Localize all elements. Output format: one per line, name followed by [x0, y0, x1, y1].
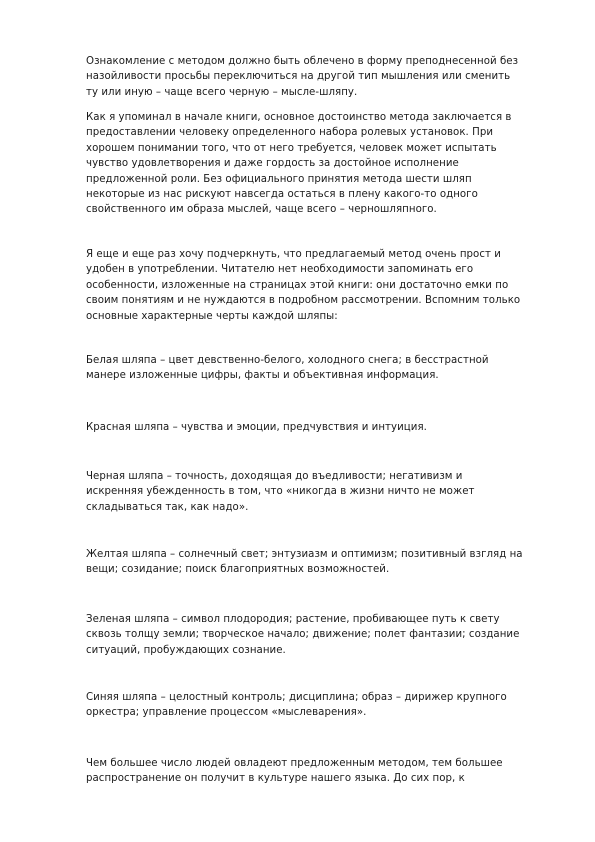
text-line: чувство удовлетворения и даже гордость за достойное исполнение: [86, 158, 459, 170]
text-line: Желтая шляпа – солнечный свет; энтузиазм и оптимизм; позитивный взгляд на: [86, 549, 523, 560]
text-line: оркестра; управление процессом «мыслеварения».: [86, 707, 367, 719]
text-line: Белая шляпа – цвет девственно-белого, холодного снега; в бесстрастной: [86, 355, 489, 366]
text-line: назойливости просьбы переключиться на другой тип мышления или сменить: [86, 71, 511, 83]
text-line: хорошем понимании того, что от него требуется, человек может испытать: [86, 142, 497, 154]
text-line: своим понятиям и не нуждаются в подробном рассмотрении. Вспомним только: [86, 295, 521, 307]
text-line: вещи; созидание; поиск благоприятных возможностей.: [86, 564, 390, 576]
text-line: искренняя убежденность в том, что «никогда в жизни ничто не может: [86, 486, 475, 498]
paragraph-simplicity: [86, 247, 556, 324]
text-line: Как я упоминал в начале книги, основное достоинство метода заключается в: [86, 112, 512, 123]
text-line: распространение он получит в культуре нашего языка. До сих пор, к: [86, 773, 465, 785]
text-line: ту или иную – чаще всего черную – мысле-шляпу.: [86, 86, 358, 98]
paragraph-yellow-hat: [86, 547, 556, 578]
paragraph-method-merit: [86, 110, 556, 218]
text-line: Зеленая шляпа – символ плодородия; растение, пробивающее путь к свету: [86, 614, 500, 625]
paragraph-green-hat: [86, 612, 556, 658]
text-line: Чем большее число людей овладеют предложенным методом, тем большее: [86, 758, 503, 769]
text-line: Синяя шляпа – целостный контроль; дисциплина; образ – дирижер крупного: [86, 692, 507, 703]
text-line: предоставлении человеку определенного набора ролевых установок. При: [86, 127, 494, 139]
paragraph-conclusion: [86, 756, 556, 787]
paragraph-white-hat: [86, 353, 556, 384]
text-line: некоторые из нас рискуют навсегда остаться в плену какого-то одного: [86, 189, 478, 201]
text-line: Ознакомление с методом должно быть облечено в форму преподнесенной без: [86, 56, 519, 67]
text-line: особенности, изложенные на страницах этой книги: они достаточно емки по: [86, 279, 509, 291]
paragraph-intro: [86, 54, 556, 100]
text-line: Я еще и еще раз хочу подчеркнуть, что предлагаемый метод очень прост и: [86, 249, 501, 260]
text-line: предложенной роли. Без официального принятия метода шести шляп: [86, 173, 472, 185]
text-line: ситуаций, пробуждающих сознание.: [86, 644, 286, 656]
paragraph-red-hat: [86, 420, 556, 435]
text-line: свойственного им образа мыслей, чаще всего – черношляпного.: [86, 204, 437, 216]
text-line: Черная шляпа – точность, доходящая до въедливости; негативизм и: [86, 471, 463, 482]
text-line: основные характерные черты каждой шляпы:: [86, 310, 338, 322]
text-line: Красная шляпа – чувства и эмоции, предчувствия и интуиция.: [86, 422, 427, 433]
text-line: манере изложенные цифры, факты и объективная информация.: [86, 370, 439, 382]
text-line: удобен в употреблении. Читателю нет необходимости запоминать его: [86, 264, 474, 276]
text-line: складываться так, как надо».: [86, 501, 249, 513]
text-line: сквозь толщу земли; творческое начало; движение; полет фантазии; создание: [86, 629, 520, 641]
paragraph-blue-hat: [86, 690, 556, 721]
paragraph-black-hat: [86, 469, 556, 515]
